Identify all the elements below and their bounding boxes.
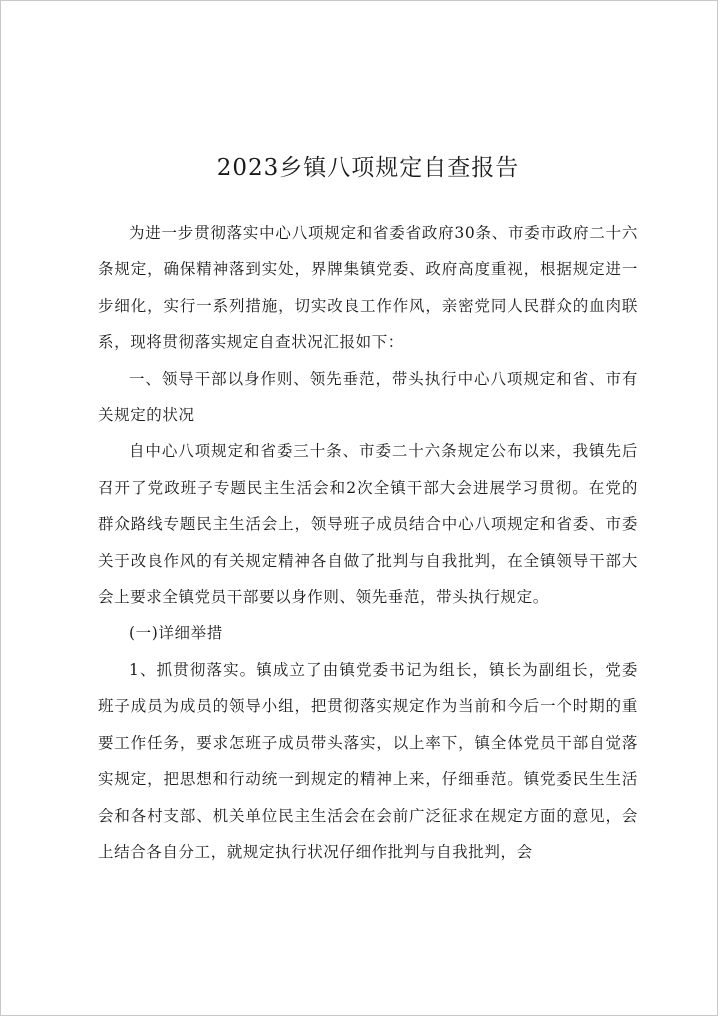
section-heading-1: 一、领导干部以身作则、领先垂范，带头执行中心八项规定和省、市有关规定的状况 bbox=[98, 369, 638, 425]
measure-1-paragraph: 1、抓贯彻落实。镇成立了由镇党委书记为组长，镇长为副组长，党委班子成员为成员的领导小组，把贯彻落实规定作为当前和今后一个时期的重要工作任务，要求怎班子成员带头落实，以上率下，镇全体党员干部自觉落实规定，把思想和行动统一到规定的精神上来，仔细垂范。镇党委民生生活会和各村支部、机关单位民主生活会在会前广泛征求在规定方面的意见，会上结合各自分工，就规定执行状况仔细作批判与自我批判，会 bbox=[98, 660, 638, 861]
document-title: 2023乡镇八项规定自查报告 bbox=[216, 155, 520, 181]
document-body bbox=[98, 151, 638, 870]
subsection-heading-measures: (一)详细举措 bbox=[129, 624, 223, 643]
intro-paragraph: 为进一步贯彻落实中心八项规定和省委省政府30条、市委市政府二十六条规定，确保精神落到实处，界牌集镇党委、政府高度重视，根据规定进一步细化，实行一系列措施，切实改良工作作风，亲密党同人民群众的血肉联系，现将贯彻落实规定自查状况汇报如下： bbox=[98, 224, 638, 352]
section-1-paragraph: 自中心八项规定和省委三十条、市委二十六条规定公布以来，我镇先后召开了党政班子专题民主生活会和2次全镇干部大会进展学习贯彻。在党的群众路线专题民主生活会上，领导班子成员结合中心八项规定和省委、市委关于改良作风的有关规定精神各自做了批判与自我批判，在全镇领导干部大会上要求全镇党员干部要以身作则、领先垂范，带头执行规定。 bbox=[98, 442, 638, 607]
